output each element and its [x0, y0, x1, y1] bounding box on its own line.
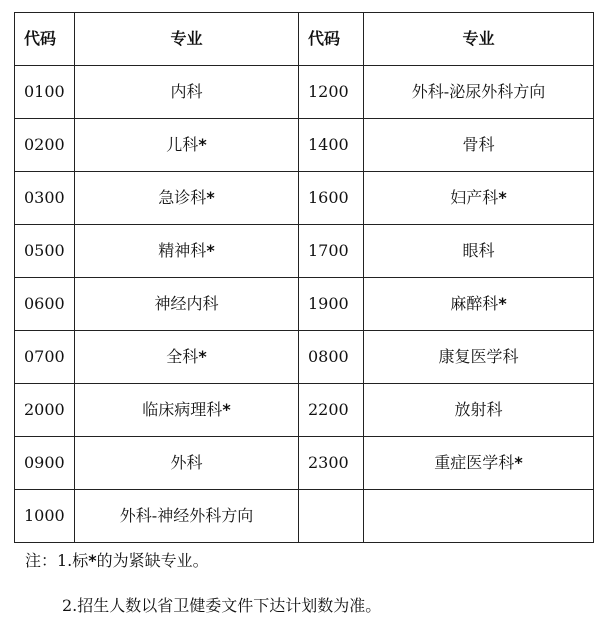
major-cell-left: [75, 119, 299, 172]
code-cell-left: 0900: [15, 437, 75, 490]
code-cell-right: [299, 490, 364, 543]
major-cell-left: [75, 490, 299, 543]
table-row: [15, 66, 594, 119]
major-name: 外科: [170, 453, 203, 472]
major-name: 临床病理科: [142, 400, 223, 419]
code-cell-right: 0800: [299, 331, 364, 384]
code-cell-left: 0200: [15, 119, 75, 172]
table-row: [15, 437, 594, 490]
major-name: 内科: [170, 82, 203, 101]
major-name: 外科-神经外科方向: [119, 506, 254, 525]
major-name: 妇产科: [450, 188, 499, 207]
major-cell-right: [364, 384, 594, 437]
major-cell-right: [364, 66, 594, 119]
major-name: 神经内科: [154, 294, 219, 313]
table-row: [15, 331, 594, 384]
major-cell-right: [364, 172, 594, 225]
table-row: [15, 119, 594, 172]
code-cell-left: 0100: [15, 66, 75, 119]
majors-table: [14, 12, 594, 543]
major-cell-left: [75, 331, 299, 384]
major-name: 重症医学科: [434, 453, 515, 472]
major-cell-left: [75, 437, 299, 490]
table-header-row: [15, 13, 594, 66]
shortage-star-icon: *: [222, 400, 231, 419]
code-cell-right: 1400: [299, 119, 364, 172]
note-1-suffix: 的为紧缺专业。: [96, 551, 209, 570]
table-row: [15, 225, 594, 278]
major-name: 精神科: [158, 241, 207, 260]
major-name: 全科: [166, 347, 199, 366]
major-cell-left: [75, 225, 299, 278]
header-major-left: 专业: [75, 13, 299, 66]
major-name: 放射科: [454, 400, 503, 419]
major-name: 眼科: [462, 241, 495, 260]
code-cell-left: 0600: [15, 278, 75, 331]
note-1-star: *: [88, 551, 97, 570]
shortage-star-icon: *: [514, 453, 523, 472]
header-code-left: 代码: [15, 13, 75, 66]
shortage-star-icon: *: [498, 188, 507, 207]
major-cell-left: [75, 278, 299, 331]
table-row: [15, 384, 594, 437]
major-name: 麻醉科: [450, 294, 499, 313]
code-cell-left: 0700: [15, 331, 75, 384]
major-name: 康复医学科: [438, 347, 519, 366]
major-cell-right: [364, 437, 594, 490]
code-cell-left: 0500: [15, 225, 75, 278]
shortage-star-icon: *: [206, 241, 215, 260]
majors-table-container: [14, 12, 593, 543]
major-name: 急诊科: [158, 188, 207, 207]
note-line-1: [25, 548, 209, 571]
code-cell-right: 2200: [299, 384, 364, 437]
code-cell-left: 2000: [15, 384, 75, 437]
shortage-star-icon: *: [498, 294, 507, 313]
major-cell-right: [364, 225, 594, 278]
shortage-star-icon: *: [206, 188, 215, 207]
table-body: [15, 66, 594, 543]
major-cell-left: [75, 384, 299, 437]
major-name: 儿科: [166, 135, 199, 154]
note-line-2: 2.招生人数以省卫健委文件下达计划数为准。: [62, 596, 382, 615]
major-name: 骨科: [462, 135, 495, 154]
major-cell-left: [75, 172, 299, 225]
header-code-right: 代码: [299, 13, 364, 66]
major-cell-right: [364, 490, 594, 543]
table-row: [15, 172, 594, 225]
table-row: [15, 490, 594, 543]
code-cell-right: 1200: [299, 66, 364, 119]
major-cell-right: [364, 331, 594, 384]
major-cell-right: [364, 278, 594, 331]
code-cell-right: 1700: [299, 225, 364, 278]
shortage-star-icon: *: [198, 347, 207, 366]
major-cell-left: [75, 66, 299, 119]
code-cell-right: 2300: [299, 437, 364, 490]
code-cell-left: 1000: [15, 490, 75, 543]
shortage-star-icon: *: [198, 135, 207, 154]
note-1-prefix: 注：1.标: [25, 551, 89, 570]
code-cell-right: 1900: [299, 278, 364, 331]
major-name: 外科-泌尿外科方向: [411, 82, 546, 101]
header-major-right: 专业: [364, 13, 594, 66]
code-cell-right: 1600: [299, 172, 364, 225]
code-cell-left: 0300: [15, 172, 75, 225]
major-cell-right: [364, 119, 594, 172]
table-row: [15, 278, 594, 331]
